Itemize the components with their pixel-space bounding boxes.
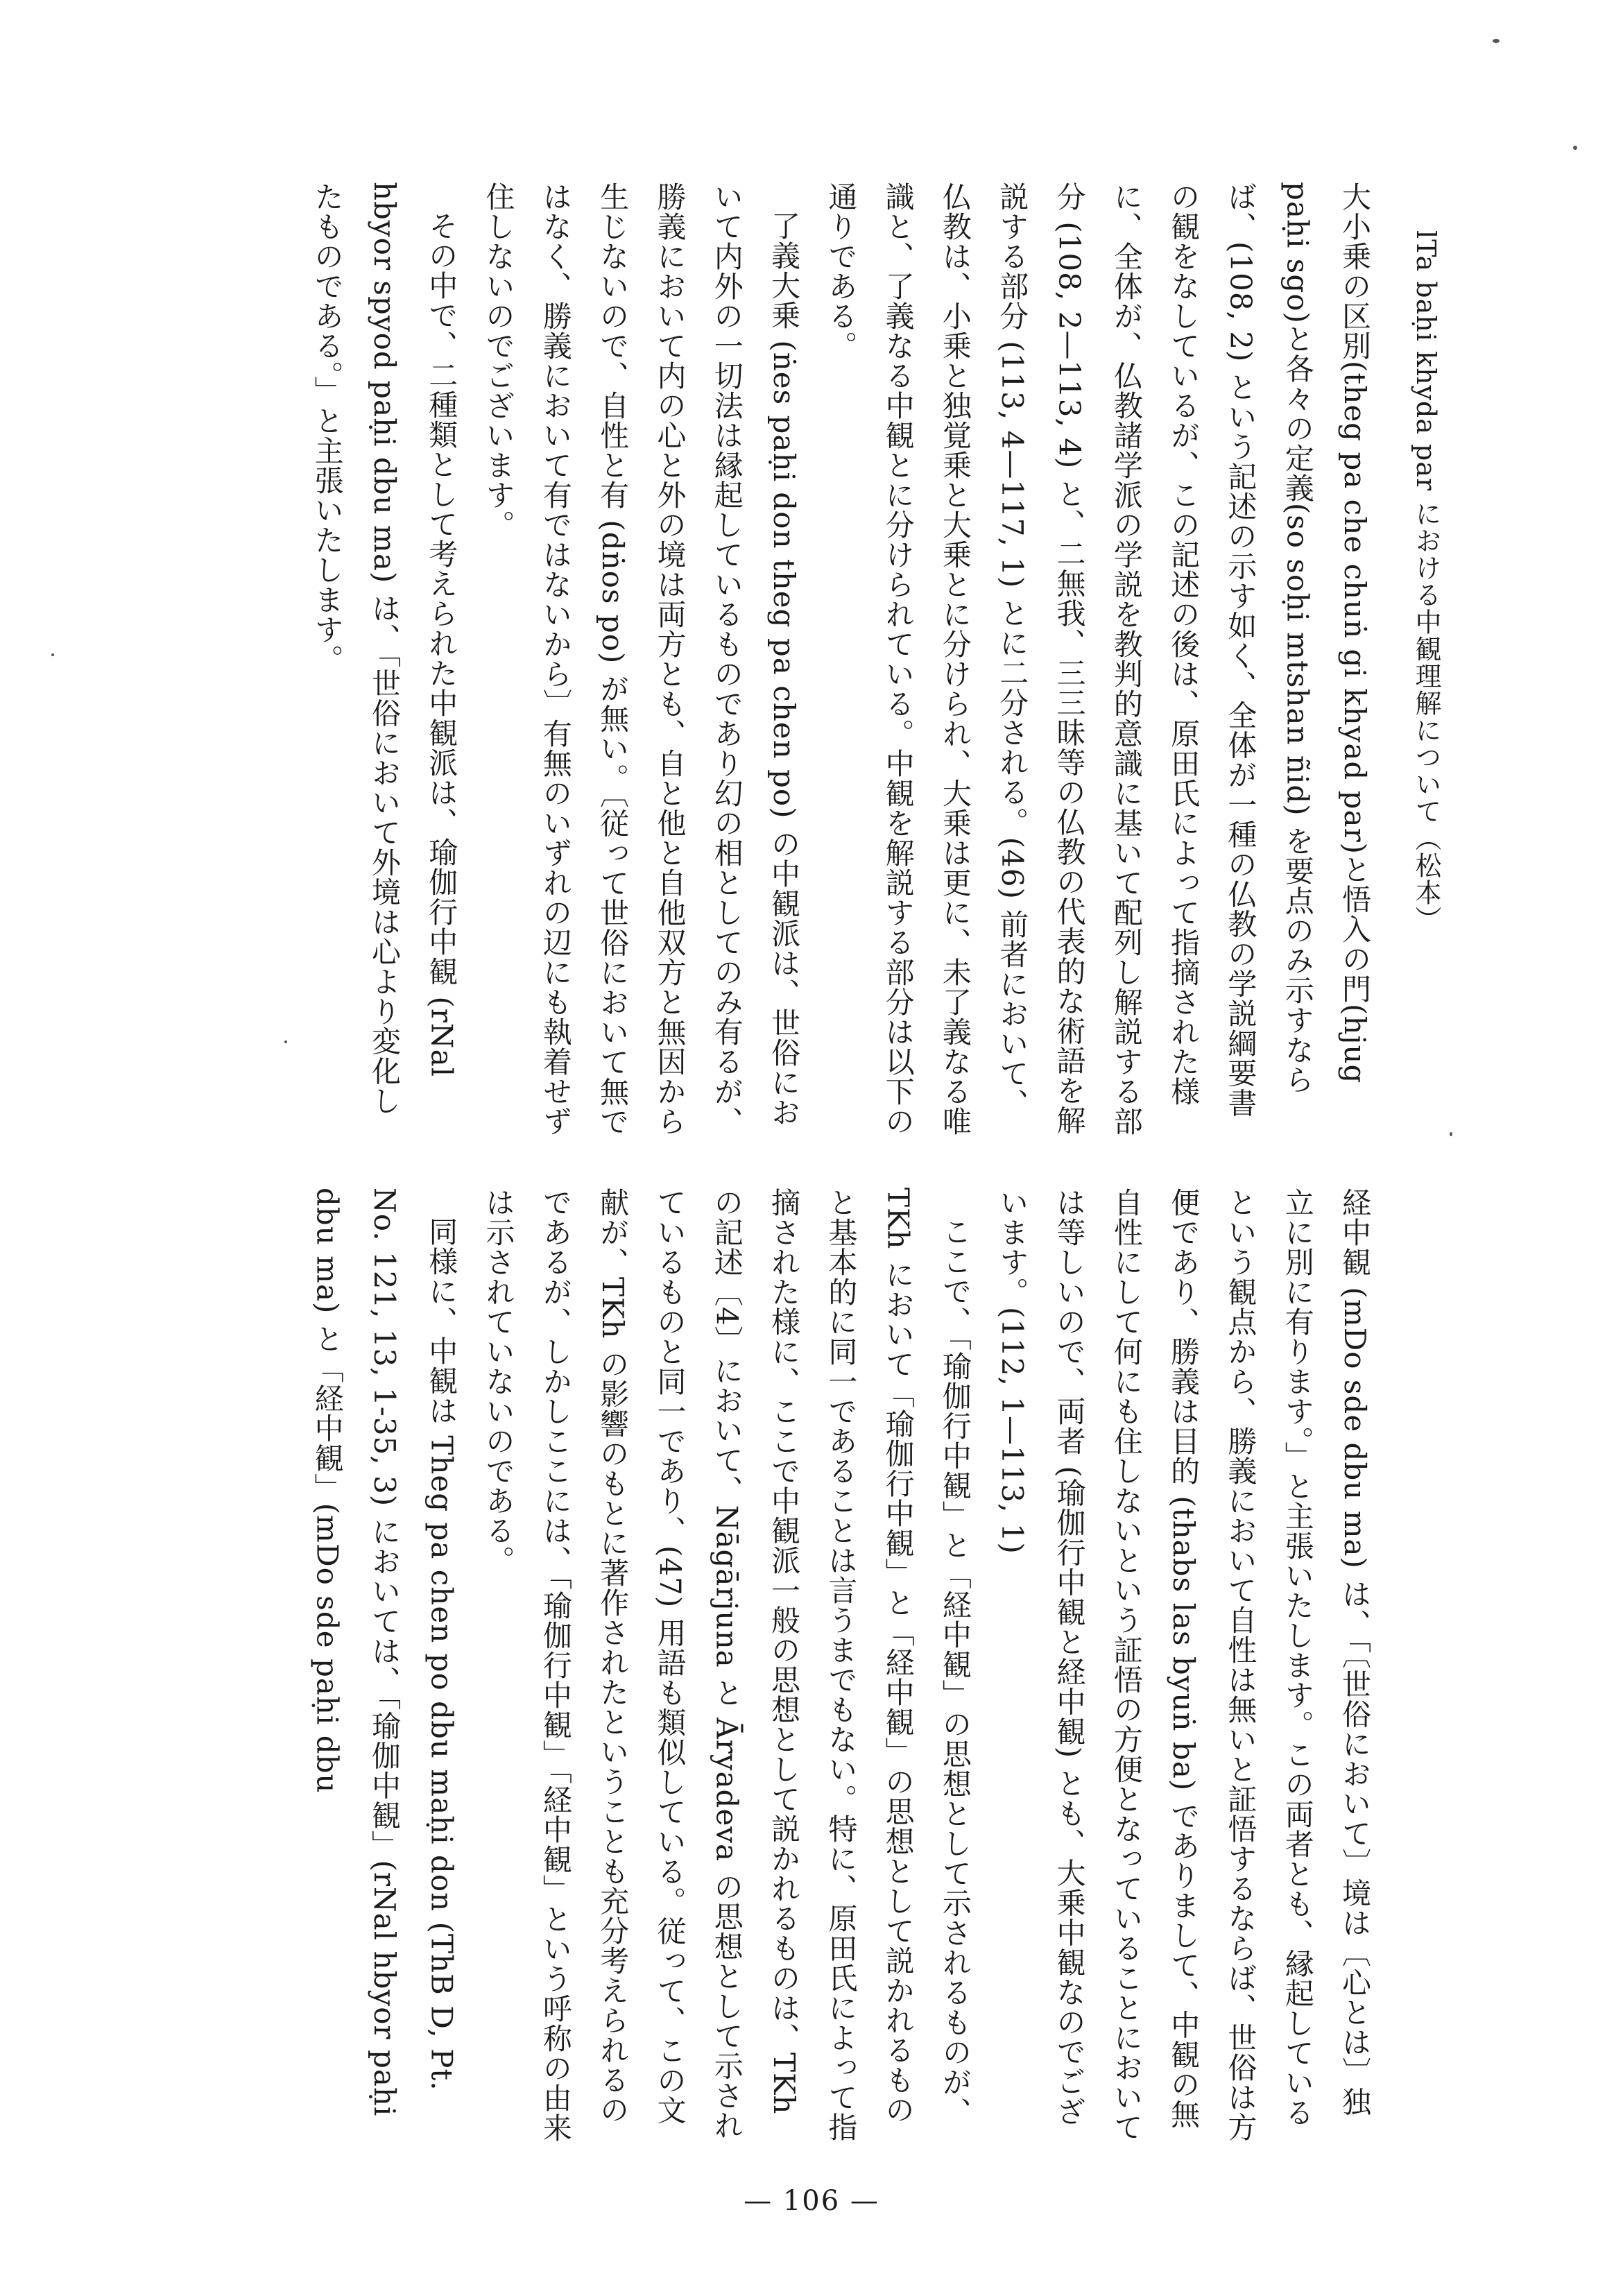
paragraph: その中で、二種類として考えられた中観派は、瑜伽行中観 (rNal hbyor spyod paḥi dbu ma) は、「世俗において外境は心より変化したものである。」と主張いたします。: [310, 182, 459, 1116]
scan-speck: [284, 1040, 287, 1043]
paragraph: 大小乗の区別(theg pa che chuṅ gi khyad par)と悟入の門(hjug paḥi sgo)と各々の定義(so soḥi mtshan ñid) を要点のみ示すならば、(108, 2) という記述の示す如く、全体が一種の仏教の学説綱要書の観をなしているが、この記述の後は、原田氏によって指摘された様に、全体が、仏教諸学派の学説を教判的意識に基いて配列し解説する部分 (108, 2—113, 4) と、二無我、三三昧等の仏教の代表的な術語を解説する部分 (113, 4—117, 1) とに二分される。(46) 前者において、仏教は、小乗と独覚乗と大乗とに分けられ、大乗は更に、未了義なる唯識と、了義なる中観とに分けられている。中観を解説する部分は以下の通りである。: [824, 182, 1372, 1136]
lower-text-block: [162, 1188, 1383, 2145]
scan-speck: [1573, 146, 1577, 150]
scan-speck: [51, 653, 54, 656]
page-number: — 106 —: [744, 2185, 879, 2217]
scan-speck: [1493, 39, 1500, 43]
upper-text-block: [162, 182, 1383, 1139]
paragraph: 了義大乗 (ṅes paḥi don theg pa chen po) の中観派は、世俗において内外の一切法は縁起しているものであり幻の相としてのみ有るが、勝義において内の心と外の境は両方とも、自と他と自他双方と無因から生じないので、自性と有 (dṅos po) が無い。〔従って世俗において無ではなく、勝義において有ではないから〕有無のいずれの辺にも執着せず住しないのでございます。: [481, 182, 802, 1137]
running-head: lTa baḥi khyda par における中観理解について（松本）: [1411, 230, 1441, 934]
paragraph: 同様に、中観は Theg pa chen po dbu maḥi don (ThB D, Pt. No. 121, 13, 1-35, 3) においては、「瑜伽中観」(rNal hbyor paḥi dbu ma) と「経中観」(mDo sde paḥi dbu: [310, 1188, 459, 2117]
paragraph: 経中観 (mDo sde dbu ma) は、「〔世俗において〕境は〔心とは〕独立に別に有ります。」と主張いたします。この両者とも、縁起しているという観点から、勝義において自性は無いと証悟するならば、世俗は方便であり、勝義は目的 (thabs las byuṅ ba) でありまして、中観の無自性にして何にも住しないという証悟の方便となっていることにおいては等しいので、両者 (瑜伽行中観と経中観) とも、大乗中観なのでございます。(112, 1—113, 1): [995, 1188, 1372, 2142]
scan-speck: [1450, 1132, 1452, 1136]
paragraph: ここで、「瑜伽行中観」と「経中観」の思想として示されるものが、TKh において「瑜伽行中観」と「経中観」の思想として説かれるものと基本的に同一であることは言うまでもない。特に、原田氏によって指摘された様に、ここで中観派一般の思想として説かれるものは、TKh の記述〔4〕において、Nāgārjuna と Āryadeva の思想として示されているものと同一であり、(47) 用語も類似している。従って、この文献が、TKh の影響のもとに著作されたということも充分考えられるのであるが、しかしここには、「瑜伽行中観」「経中観」という呼称の由来は示されていないのである。: [481, 1188, 972, 2143]
